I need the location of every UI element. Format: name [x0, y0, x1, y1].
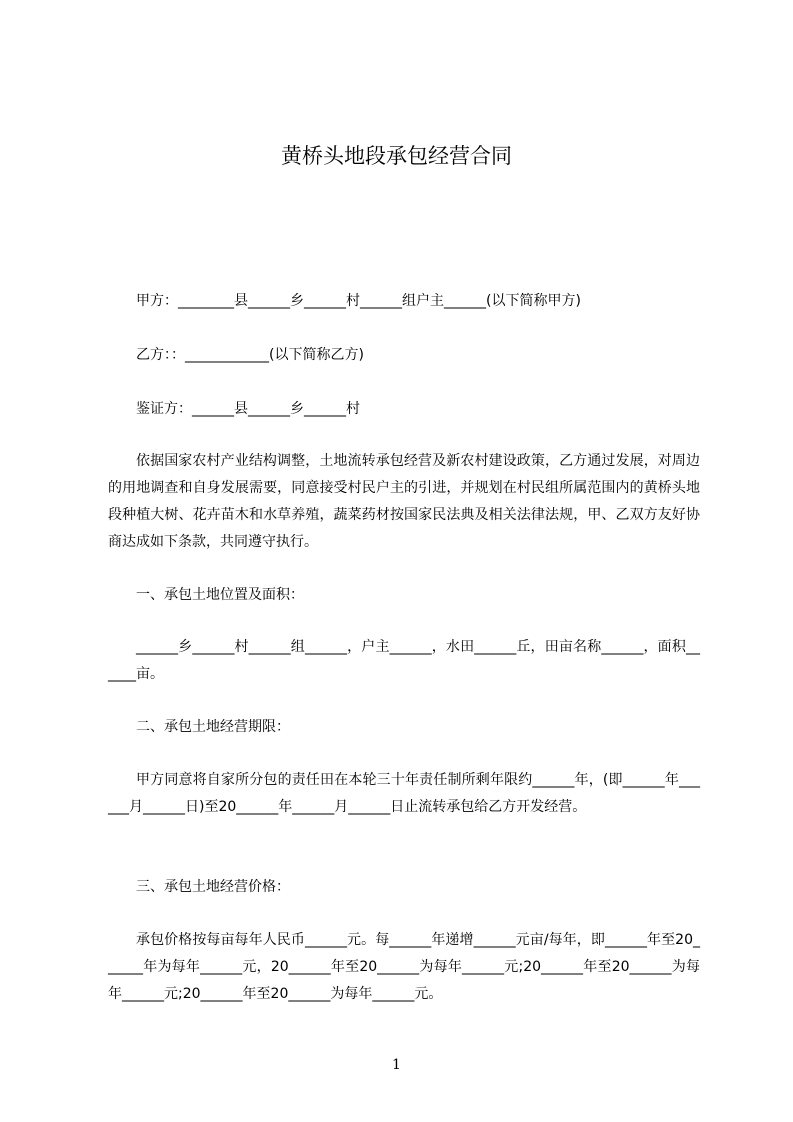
section2-body: 甲方同意将自家所分包的责任田在本轮三十年责任制所剩年限约______年，(即______年______月______日)至20______年______月______日止流转承包给乙方开发经营。 [108, 772, 700, 815]
preamble-paragraph: 依据国家农村产业结构调整，土地流转承包经营及新农村建设政策，乙方通过发展，对周边的用地调查和自身发展需要，同意接受村民户主的引进，并规划在村民组所属范围内的黄桥头地段种植大树、花卉苗木和水草养殖，蔬菜药材按国家民法典及相关法律法规，甲、乙双方友好协商达成如下条款，共同遵守执行。 [108, 453, 700, 550]
section1-heading: 一、承包土地位置及面积： [136, 587, 304, 603]
witness-line: 鉴证方：______县______乡______村 [136, 401, 360, 417]
page-number: 1 [392, 1057, 401, 1073]
party-a-line: 甲方：________县______乡______村______组户主______(以下简称甲方) [136, 293, 581, 309]
section1-body: ______乡______村______组______，户主______，水田______丘，田亩名称______，面积______亩。 [108, 639, 700, 682]
section3-heading: 三、承包土地经营价格： [136, 879, 290, 895]
section3-body: 承包价格按每亩每年人民币______元。每______年递增______元亩/每年，即______年至20______年为每年______元，20______年至20______为每年______元;20______年至20______为每年______元;20______年至20______为每年______元。 [108, 932, 700, 1002]
document-title: 黄桥头地段承包经营合同 [281, 144, 512, 168]
section2-heading: 二、承包土地经营期限： [136, 719, 290, 735]
party-b-line: 乙方：：____________(以下简称乙方) [136, 347, 364, 363]
